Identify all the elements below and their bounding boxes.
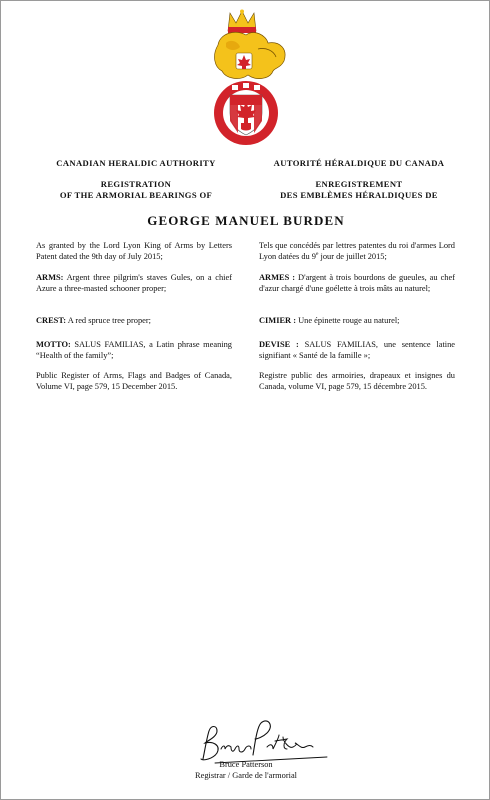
grant-paragraph-en: As granted by the Lord Lyon King of Arms by Letters Patent dated the 9th day of July 2015; — [36, 241, 232, 261]
signatory-title: Registrar / Garde de l'armorial — [195, 771, 297, 780]
crown-icon — [228, 10, 256, 34]
arms-paragraph-fr: ARMES : D'argent à trois bourdons de gueules, au chef d'azur chargé d'une goélette à trois mâts au naturel; — [259, 273, 455, 293]
crest-paragraph-fr: CIMIER : Une épinette rouge au naturel; — [259, 316, 400, 325]
header-french — [259, 158, 459, 201]
authority-name-fr: AUTORITÉ HÉRALDIQUE DU CANADA — [273, 158, 445, 168]
crest-paragraph-en: CREST: A red spruce tree proper; — [36, 316, 151, 325]
lion-icon — [215, 32, 286, 78]
grantee-name: GEORGE MANUEL BURDEN — [147, 213, 345, 228]
header-english — [36, 158, 236, 201]
motto-paragraph-fr: DEVISE : SALUS FAMILIAS, une sentence latine signifiant « Santé de la famille »; — [259, 340, 456, 360]
handwritten-signature — [191, 719, 331, 765]
heraldic-authority-badge — [196, 9, 296, 147]
grant-paragraph-fr: Tels que concédés par lettres patentes du roi d'armes Lord Lyon datées du 9e jour de juillet 2015; — [259, 241, 455, 261]
registration-title-en: REGISTRATION OF THE ARMORIAL BEARINGS OF — [59, 179, 213, 200]
signatory-name: Bruce Patterson — [219, 760, 273, 769]
register-paragraph-en: Public Register of Arms, Flags and Badges of Canada, Volume VI, page 579, 15 December 2015. — [36, 371, 232, 391]
register-paragraph-fr: Registre public des armoiries, drapeaux et insignes du Canada, volume VI, page 579, 15 décembre 2015. — [259, 371, 455, 391]
registration-title-fr: ENREGISTREMENT DES EMBLÈMES HÉRALDIQUES DE — [280, 179, 438, 200]
roundel-icon — [214, 81, 278, 145]
motto-paragraph-en: MOTTO: SALUS FAMILIAS, a Latin phrase meaning “Health of the family”; — [36, 340, 232, 360]
authority-name-en: CANADIAN HERALDIC AUTHORITY — [56, 158, 216, 168]
arms-paragraph-en: ARMS: Argent three pilgrim's staves Gules, on a chief Azure a three-masted schooner proper; — [36, 273, 232, 293]
